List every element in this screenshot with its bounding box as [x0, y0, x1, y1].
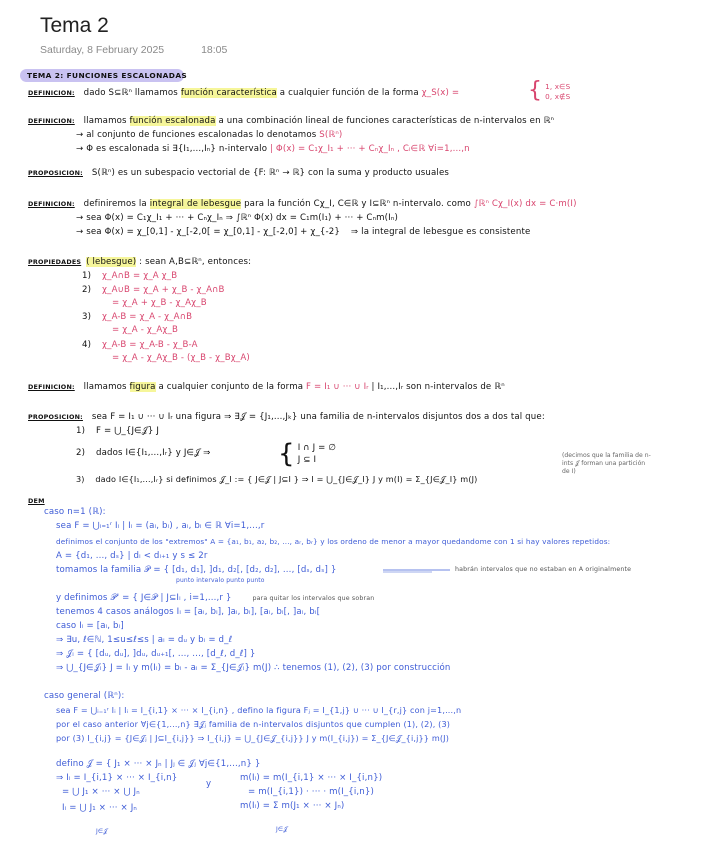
def3-highlight: integral de lebesgue — [149, 199, 242, 209]
def4-text-a: llamamos — [83, 382, 127, 392]
def1-line — [28, 88, 459, 98]
prop-item-2-text-b: = χ_A + χ_B - χ_Aχ_B — [112, 298, 207, 308]
def4-label: DEFINICION: — [28, 383, 75, 391]
def3-text-a: definiremos la — [83, 199, 147, 209]
def3-line2: → sea Φ(x) = C₁χ_I₁ + ··· + Cₙχ_Iₙ ⇒ ∫ℝⁿ Φ(x) dx = C₁m(I₁) + ··· + Cₙm(Iₙ) — [76, 213, 398, 223]
dem-l13: sea F = ⋃ᵢ₌₁ʳ Iᵢ | Iᵢ = I_{i,1} × ··· × I_{i,n} , defino la figura Fⱼ = I_{1,j} ∪ ··· ∪ I_{r,j} con j=1,...,n — [56, 705, 462, 715]
dem-l6-text: y definimos 𝒫' = { J∈𝒫 | J⊆Iᵢ , i=1,...,r } — [56, 593, 232, 603]
def3-line3 — [76, 227, 530, 237]
prop-item-4 — [82, 340, 198, 350]
prop2-c2-brace: { — [278, 439, 295, 469]
dem-l19a: Iᵢ = ⋃ J₁ × ··· × Jₙ — [62, 803, 137, 813]
dem-l14: por el caso anterior ∀j∈{1,...,n} ∃𝒥ⱼ familia de n-intervalos disjuntos que cumplen (1), (2), (3) — [56, 719, 451, 729]
def1-cases — [528, 78, 571, 103]
def1-case0: 0, x∉S — [545, 92, 571, 101]
def4-text-c: | I₁,...,Iᵣ son n-intervalos de ℝⁿ — [371, 382, 505, 392]
prop2-text: sea F = I₁ ∪ ··· ∪ Iᵣ una figura ⇒ ∃𝒥 = {J₁,...,Jₖ} una familia de n-intervalos disjuntos dos a dos tal que: — [91, 412, 545, 422]
dem-l8: caso Iᵢ = [aᵢ, bᵢ] — [56, 621, 124, 631]
prop-item-2 — [82, 285, 225, 295]
page-time: 18:05 — [201, 44, 228, 56]
dem-l5-arrow — [382, 566, 452, 577]
dem-long-arrow-icon — [382, 566, 452, 574]
props-intro-text: : sean A,B⊆ℝⁿ, entonces: — [139, 257, 252, 267]
prop2-line — [28, 412, 545, 422]
prop-item-2-text-a: χ_A∪B = χ_A + χ_B - χ_A∩B — [102, 285, 225, 295]
prop2-c3-text: dado I∈{I₁,...,Iᵣ} si definimos 𝒥_I := { J∈𝒥 | J⊆I } ⇒ I = ⋃_{J∈𝒥_I} J y m(I) = Σ_{J∈𝒥_I} m(J) — [95, 474, 478, 484]
prop-item-1 — [82, 271, 177, 281]
def3-formula: ∫ℝⁿ Cχ_I(x) dx = C·m(I) — [473, 199, 577, 209]
prop1-line — [28, 168, 449, 178]
def2-line3-pink: | Φ(x) = C₁χ_I₁ + ··· + Cₙχ_Iₙ , Cᵢ∈ℝ ∀i=1,...,n — [270, 144, 470, 154]
dem-l7: tenemos 4 casos análogos Iᵢ = [aᵢ, bᵢ], ]aᵢ, bᵢ], [aᵢ, bᵢ[, ]aᵢ, bᵢ[ — [56, 607, 321, 617]
prop2-label: PROPOSICION: — [28, 413, 83, 421]
page-meta — [40, 44, 227, 56]
dem-l19b: m(Iᵢ) = Σ m(J₁ × ··· × Jₙ) — [240, 801, 345, 811]
page-title: Tema 2 — [40, 14, 109, 37]
dem-l4: A = {d₁, ..., dₛ} | dᵢ < dᵢ₊₁ y s ≤ 2r — [56, 551, 208, 561]
def2-line1 — [28, 116, 554, 126]
def2-line2 — [76, 130, 342, 140]
def2-line3 — [76, 144, 470, 154]
def2-line2-pink: S(ℝⁿ) — [319, 130, 343, 140]
dem-l12: caso general (ℝⁿ): — [44, 691, 125, 701]
def2-line3-text: → Φ es escalonada si ∃{I₁,...,Iₙ} n-intervalo — [76, 144, 268, 154]
def1-brace: { — [528, 78, 543, 103]
def1-label: DEFINICION: — [28, 89, 75, 97]
dem-l15: por (3) I_{i,j} = {J∈𝒥ⱼ | J⊆I_{i,j}} ⇒ I_{i,j} = ⋃_{J∈𝒥_{i,j}} J y m(I_{i,j}) = Σ_{J∈𝒥_{i,j}} m(J) — [56, 733, 450, 743]
prop2-c1-text: F = ⋃_{J∈𝒥} J — [96, 426, 160, 436]
def4-text-b: a cualquier conjunto de la forma — [158, 382, 304, 392]
dem-l5: tomamos la familia 𝒫 = { [d₁, d₁], ]d₁, d₂[, [d₂, d₂], ..., [dₛ, dₛ] } — [56, 565, 337, 575]
dem-l6 — [56, 593, 374, 603]
def1-case1: 1, x∈S — [545, 82, 571, 91]
def2-label: DEFINICION: — [28, 117, 75, 125]
dem-l5-sub: punto intervalo punto punto — [176, 577, 265, 584]
prop1-label: PROPOSICION: — [28, 169, 83, 177]
def4-highlight: figura — [129, 382, 156, 392]
prop2-c2-case1: I ∩ J = ∅ — [297, 443, 337, 453]
dem-l16: defino 𝒥 = { J₁ × ··· × Jₙ | Jⱼ ∈ 𝒥ⱼ ∀j∈{1,...,n} } — [56, 759, 261, 769]
dem-y: y — [206, 779, 212, 789]
dem-l3: definimos el conjunto de los "extremos" A = {a₁, b₁, a₂, b₂, ..., aᵣ, bᵣ} y los ordeno de menor a mayor quedandome con 1 si hay valores repetidos: — [56, 537, 611, 546]
prop2-c1 — [76, 426, 159, 436]
section-title: TEMA 2: FUNCIONES ESCALONADAS — [27, 71, 188, 80]
def1-formula: χ_S(x) = — [421, 88, 460, 98]
prop2-c2-cases — [278, 439, 337, 469]
dem-l5-note: habrán intervalos que no estaban en A originalmente — [455, 566, 632, 573]
prop-item-3-text-b: = χ_A - χ_Aχ_B — [112, 325, 179, 335]
prop2-c2-case2: J ⊆ I — [297, 455, 317, 465]
dem-l9: ⇒ ∃u, ℓ∈ℕ, 1≤u≤ℓ≤s | aᵢ = dᵤ y bᵢ = d_ℓ — [56, 635, 233, 645]
prop2-c1-num: 1) — [76, 426, 86, 436]
dem-l20a: J∈𝒥 — [96, 828, 108, 835]
dem-l17a: ⇒ Iᵢ = I_{i,1} × ··· × I_{i,n} — [56, 773, 178, 783]
prop2-c2-num: 2) — [76, 448, 86, 458]
def1-text-b: a cualquier función de la forma — [279, 88, 419, 98]
dem-l1: caso n=1 (ℝ): — [44, 507, 106, 517]
dem-l6-note: para quitar los intervalos que sobran — [252, 595, 375, 602]
def4-formula: F = I₁ ∪ ··· ∪ Iᵣ — [306, 382, 369, 392]
prop2-note: (decimos que la familia de n-ints 𝒥 forman una partición de I) — [562, 452, 651, 475]
def3-label: DEFINICION: — [28, 200, 75, 208]
prop-item-2-num: 2) — [82, 285, 92, 295]
def3-line3-b: ⇒ la integral de lebesgue es consistente — [350, 227, 531, 237]
prop-item-4-text-b: = χ_A - χ_Aχ_B - (χ_B - χ_Bχ_A) — [112, 353, 250, 363]
prop-item-3-text-a: χ_A-B = χ_A - χ_A∩B — [102, 312, 193, 322]
def2-line2-text: → al conjunto de funciones escalonadas lo denotamos — [76, 130, 317, 140]
dem-l2: sea F = ⋃ᵢ₌₁ʳ Iᵢ | Iᵢ = (aᵢ, bᵢ) , aᵢ, bᵢ ∈ ℝ ∀i=1,...,r — [56, 521, 265, 531]
def2-text-b: a una combinación lineal de funciones características de n-intervalos en ℝⁿ — [218, 116, 555, 126]
props-intro — [28, 257, 251, 267]
dem-l17b: m(Iᵢ) = m(I_{i,1} × ··· × I_{i,n}) — [240, 773, 383, 783]
prop1-text: S(ℝⁿ) es un subespacio vectorial de {F: ℝⁿ → ℝ} con la suma y producto usuales — [91, 168, 450, 178]
dem-label-text: DEM — [28, 497, 45, 505]
prop-item-1-text: χ_A∩B = χ_A χ_B — [102, 271, 178, 281]
prop2-c2-text: dados I∈{I₁,...,Iᵣ} y J∈𝒥 ⇒ — [96, 448, 211, 458]
prop2-c3 — [76, 474, 477, 485]
dem-l20b: J∈𝒥 — [276, 826, 288, 833]
dem-l11: ⇒ ⋃_{J∈𝒥ᵢ} J = Iᵢ y m(Iᵢ) = bᵢ - aᵢ = Σ_{J∈𝒥ᵢ} m(J) ∴ tenemos (1), (2), (3) por construcción — [56, 663, 451, 673]
def2-text-a: llamamos — [83, 116, 127, 126]
def3-text-b: para la función Cχ_I, C∈ℝ y I⊆ℝⁿ n-intervalo. como — [244, 199, 471, 209]
def4-line — [28, 382, 505, 392]
dem-l18b: = m(I_{i,1}) · ··· · m(I_{i,n}) — [248, 787, 375, 797]
dem-l18a: = ⋃ J₁ × ··· × ⋃ Jₙ — [62, 787, 140, 797]
props-intro-hl: ( lebesgue) — [86, 257, 137, 267]
prop-item-4-text-a: χ_A-B = χ_A-B - χ_B-A — [102, 340, 198, 350]
def1-text-a: dado S⊆ℝⁿ llamamos — [83, 88, 178, 98]
prop-item-3 — [82, 312, 192, 322]
prop2-c3-num: 3) — [76, 474, 85, 484]
def3-line1 — [28, 199, 577, 209]
def1-highlight: función característica — [180, 88, 277, 98]
prop-item-1-num: 1) — [82, 271, 92, 281]
dem-l10: ⇒ 𝒥ᵢ = { [dᵤ, dᵤ], ]dᵤ, dᵤ₊₁[, ..., ..., [d_ℓ, d_ℓ] } — [56, 649, 256, 659]
dem-label — [28, 496, 51, 506]
prop-item-3-num: 3) — [82, 312, 92, 322]
prop-item-4-num: 4) — [82, 340, 92, 350]
prop2-c2 — [76, 448, 211, 458]
def3-line3-text: → sea Φ(x) = χ_[0,1] - χ_[-2,0[ = χ_[0,1] - χ_[-2,0] + χ_{-2} — [76, 227, 341, 237]
def2-highlight: función escalonada — [129, 116, 216, 126]
page-date: Saturday, 8 February 2025 — [40, 44, 165, 56]
props-label: PROPIEDADES — [28, 258, 82, 266]
